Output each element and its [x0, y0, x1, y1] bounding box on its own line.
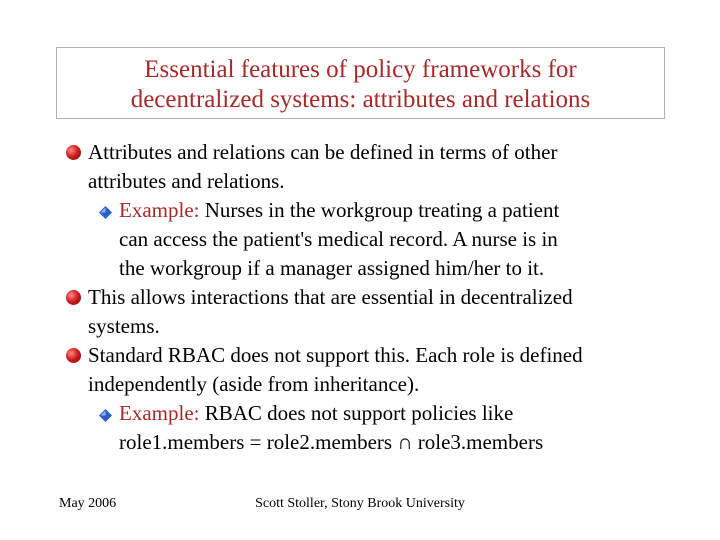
slide-body: [64, 138, 684, 457]
bullet-text-line: This allows interactions that are essential in decentralized: [88, 285, 573, 309]
red-ball-bullet-icon: [66, 145, 81, 160]
example-label: Example:: [119, 198, 200, 222]
sub-bullet-text: RBAC does not support policies like: [204, 401, 514, 425]
blue-diamond-bullet-icon: [99, 206, 112, 219]
bullet-text-line: systems.: [88, 314, 160, 338]
bullet-text-line: Attributes and relations can be defined in terms of other: [88, 140, 558, 164]
red-ball-bullet-icon: [66, 348, 81, 363]
sub-bullet-text-line: can access the patient's medical record. A nurse is in: [119, 227, 558, 251]
bullet-item: [64, 341, 684, 399]
sub-bullet-item: [64, 399, 684, 457]
bullet-text-line: attributes and relations.: [88, 169, 285, 193]
title-line-2: decentralized systems: attributes and relations: [130, 86, 591, 113]
sub-bullet-text-line: the workgroup if a manager assigned him/her to it.: [119, 256, 545, 280]
example-label: Example:: [119, 401, 200, 425]
sub-bullet-first-line: [119, 399, 684, 428]
footer-author: Scott Stoller, Stony Brook University: [255, 496, 465, 511]
slide-title: [56, 47, 665, 119]
red-ball-bullet-icon: [66, 290, 81, 305]
title-line-1: Essential features of policy frameworks for: [144, 56, 577, 83]
bullet-text-line: Standard RBAC does not support this. Each role is defined: [88, 343, 583, 367]
bullet-item: [64, 138, 684, 196]
bullet-item: [64, 283, 684, 341]
sub-bullet-text-line: role1.members = role2.members ∩ role3.members: [119, 430, 544, 454]
sub-bullet-text: Nurses in the workgroup treating a patient: [204, 198, 560, 222]
sub-bullet-item: [64, 196, 684, 283]
blue-diamond-bullet-icon: [99, 409, 112, 422]
footer-date: May 2006: [59, 496, 117, 511]
bullet-text-line: independently (aside from inheritance).: [88, 372, 420, 396]
sub-bullet-first-line: [119, 196, 684, 225]
